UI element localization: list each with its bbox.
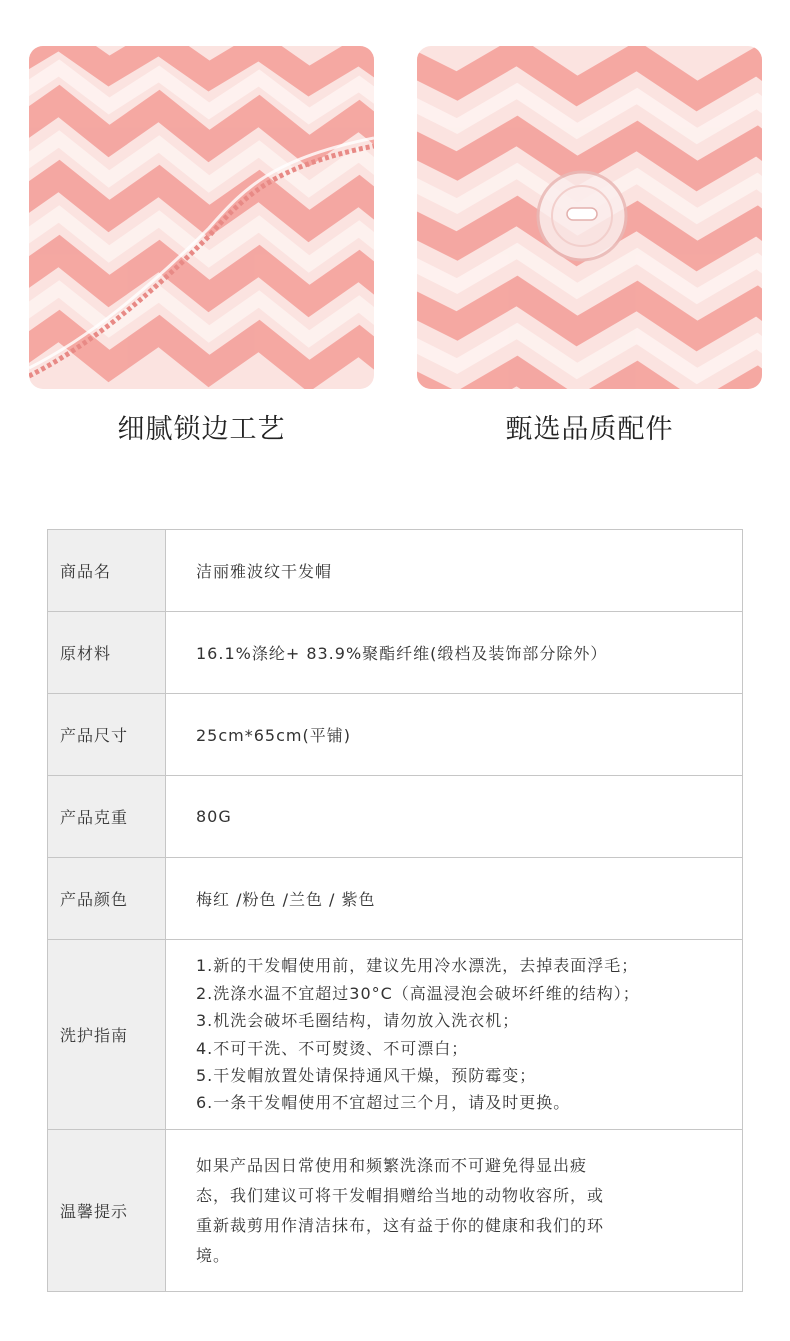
- towel-button-image: [417, 46, 762, 389]
- tips-text: 如果产品因日常使用和频繁洗涤而不可避免得显出疲态，我们建议可将干发帽捐赠给当地的动物收容所，或重新裁剪用作清洁抹布，这有益于你的健康和我们的环境。: [196, 1155, 605, 1265]
- row-label: 原材料: [48, 612, 166, 694]
- row-label: 产品颜色: [48, 858, 166, 940]
- care-line: 3.机洗会破坏毛圈结构，请勿放入洗衣机；: [196, 1011, 520, 1031]
- care-line: 1.新的干发帽使用前，建议先用冷水漂洗，去掉表面浮毛；: [196, 956, 639, 976]
- row-label: 产品尺寸: [48, 694, 166, 776]
- table-row: [48, 530, 743, 612]
- towel-hem-photo: [29, 46, 374, 389]
- row-value: 25cm*65cm(平铺): [166, 694, 743, 776]
- towel-hem-image: [29, 46, 374, 389]
- table-row: [48, 776, 743, 858]
- row-value: 洁丽雅波纹干发帽: [166, 530, 743, 612]
- spec-table: [47, 529, 743, 1292]
- row-value: 16.1%涤纶+ 83.9%聚酯纤维(缎档及装饰部分除外）: [166, 612, 743, 694]
- towel-button-photo: [417, 46, 762, 389]
- table-row: [48, 694, 743, 776]
- caption-quality-accessory: 甄选品质配件: [505, 414, 674, 445]
- care-instructions: [166, 940, 743, 1130]
- row-label: 商品名: [48, 530, 166, 612]
- table-row-care: [48, 940, 743, 1130]
- table-row-tips: [48, 1130, 743, 1292]
- row-value: 梅红 /粉色 /兰色 / 紫色: [166, 858, 743, 940]
- care-line: 4.不可干洗、不可熨烫、不可漂白；: [196, 1038, 469, 1058]
- tips-cell: [166, 1130, 743, 1292]
- care-label: 洗护指南: [48, 940, 166, 1130]
- care-line: 6.一条干发帽使用不宜超过三个月，请及时更换。: [196, 1093, 571, 1113]
- row-value: 80G: [166, 776, 743, 858]
- caption-hem-craft: 细腻锁边工艺: [117, 414, 286, 445]
- tips-label: 温馨提示: [48, 1130, 166, 1292]
- table-row: [48, 612, 743, 694]
- row-label: 产品克重: [48, 776, 166, 858]
- care-line: 2.洗涤水温不宜超过30°C（高温浸泡会破坏纤维的结构）；: [196, 983, 640, 1003]
- table-row: [48, 858, 743, 940]
- care-line: 5.干发帽放置处请保持通风干燥，预防霉变；: [196, 1065, 537, 1085]
